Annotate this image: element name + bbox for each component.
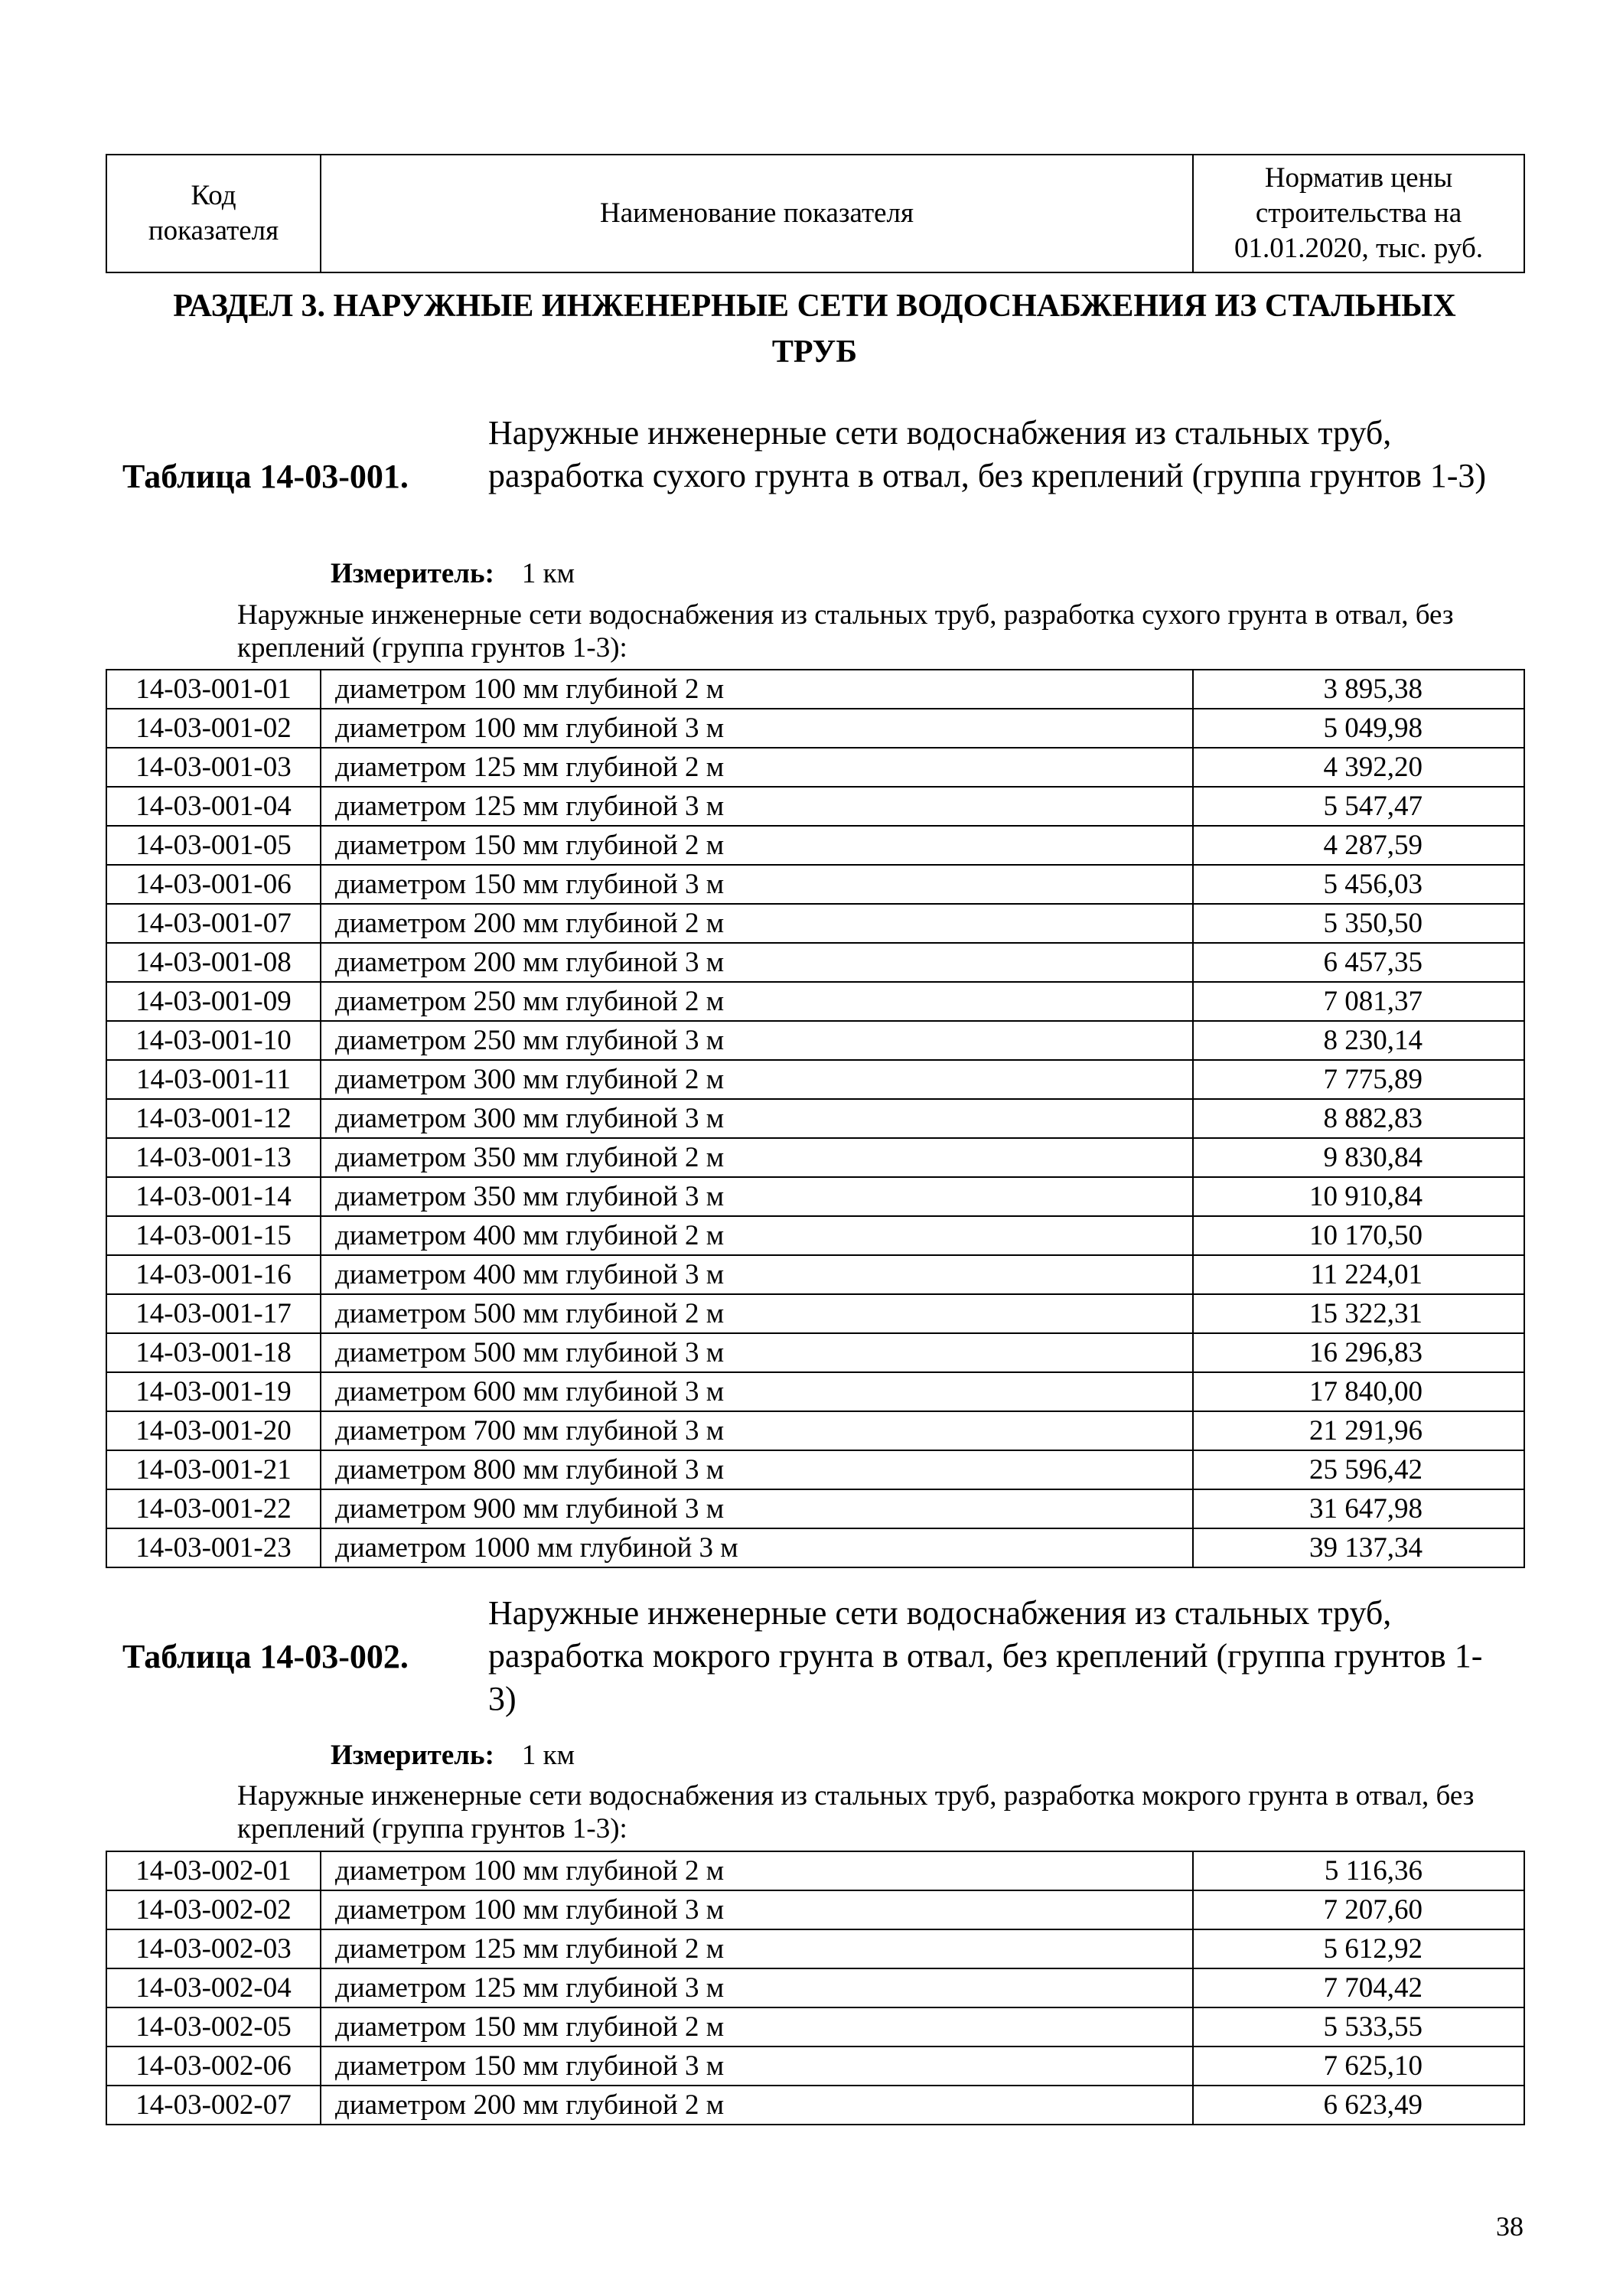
table-row <box>106 2007 1524 2047</box>
code-cell: 14-03-001-19 <box>106 1372 321 1411</box>
table-2-description: Наружные инженерные сети водоснабжения из стальных труб, разработка мокрого грунта в отвал, без креплений (группа грунтов 1-3) <box>488 1594 1483 1717</box>
code-cell: 14-03-002-06 <box>106 2047 321 2086</box>
name-cell: диаметром 200 мм глубиной 2 м <box>321 904 1193 943</box>
name-cell: диаметром 100 мм глубиной 3 м <box>321 709 1193 748</box>
table-row <box>106 1489 1524 1528</box>
code-cell: 14-03-001-10 <box>106 1021 321 1060</box>
section-title: РАЗДЕЛ 3. НАРУЖНЫЕ ИНЖЕНЕРНЫЕ СЕТИ ВОДОСНАБЖЕНИЯ ИЗ СТАЛЬНЫХ ТРУБ <box>173 289 1456 370</box>
table-row <box>106 1138 1524 1177</box>
measure-label: Измеритель: <box>331 558 494 589</box>
page-number: 38 <box>1496 2211 1524 2242</box>
name-cell: диаметром 150 мм глубиной 3 м <box>321 2047 1193 2086</box>
code-cell: 14-03-002-07 <box>106 2086 321 2125</box>
table-row <box>106 2086 1524 2125</box>
table-row <box>106 2047 1524 2086</box>
name-cell: диаметром 200 мм глубиной 2 м <box>321 2086 1193 2125</box>
table-row <box>106 1060 1524 1099</box>
table-row <box>106 709 1524 748</box>
code-cell: 14-03-001-16 <box>106 1255 321 1294</box>
price-cell: 8 230,14 <box>1193 1021 1524 1060</box>
code-cell: 14-03-001-18 <box>106 1333 321 1372</box>
price-cell: 16 296,83 <box>1193 1333 1524 1372</box>
price-cell: 9 830,84 <box>1193 1138 1524 1177</box>
code-cell: 14-03-001-08 <box>106 943 321 982</box>
name-cell: диаметром 125 мм глубиной 2 м <box>321 1929 1193 1968</box>
table-1-measure <box>331 557 575 591</box>
name-cell: диаметром 500 мм глубиной 3 м <box>321 1333 1193 1372</box>
table-row <box>106 1411 1524 1450</box>
table-row <box>106 787 1524 826</box>
price-cell: 17 840,00 <box>1193 1372 1524 1411</box>
price-cell: 6 457,35 <box>1193 943 1524 982</box>
table-2-label: Таблица 14-03-002. <box>122 1638 409 1675</box>
name-cell: диаметром 300 мм глубиной 3 м <box>321 1099 1193 1138</box>
price-cell: 5 049,98 <box>1193 709 1524 748</box>
code-cell: 14-03-001-02 <box>106 709 321 748</box>
table-row <box>106 1851 1524 1890</box>
name-cell: диаметром 250 мм глубиной 2 м <box>321 982 1193 1021</box>
code-cell: 14-03-001-17 <box>106 1294 321 1333</box>
price-cell: 25 596,42 <box>1193 1450 1524 1489</box>
name-cell: диаметром 350 мм глубиной 3 м <box>321 1177 1193 1216</box>
code-cell: 14-03-001-11 <box>106 1060 321 1099</box>
price-cell: 21 291,96 <box>1193 1411 1524 1450</box>
code-cell: 14-03-001-15 <box>106 1216 321 1255</box>
code-cell: 14-03-002-03 <box>106 1929 321 1968</box>
name-cell: диаметром 1000 мм глубиной 3 м <box>321 1528 1193 1567</box>
header-code: Код показателя <box>106 155 321 272</box>
table-1 <box>106 669 1525 1568</box>
table-row <box>106 670 1524 709</box>
table-row <box>106 1528 1524 1567</box>
code-cell: 14-03-001-22 <box>106 1489 321 1528</box>
name-cell: диаметром 400 мм глубиной 3 м <box>321 1255 1193 1294</box>
price-cell: 39 137,34 <box>1193 1528 1524 1567</box>
name-cell: диаметром 150 мм глубиной 2 м <box>321 826 1193 865</box>
price-cell: 10 910,84 <box>1193 1177 1524 1216</box>
table-row <box>106 1294 1524 1333</box>
code-cell: 14-03-001-21 <box>106 1450 321 1489</box>
name-cell: диаметром 250 мм глубиной 3 м <box>321 1021 1193 1060</box>
price-cell: 5 116,36 <box>1193 1851 1524 1890</box>
price-cell: 5 350,50 <box>1193 904 1524 943</box>
table-row <box>106 1968 1524 2007</box>
price-cell: 10 170,50 <box>1193 1216 1524 1255</box>
price-cell: 7 207,60 <box>1193 1890 1524 1929</box>
table-1-description: Наружные инженерные сети водоснабжения из стальных труб, разработка сухого грунта в отвал, без креплений (группа грунтов 1-3) <box>488 414 1487 494</box>
header-row <box>106 155 1524 272</box>
code-cell: 14-03-001-13 <box>106 1138 321 1177</box>
table-2-measure <box>331 1739 575 1773</box>
price-cell: 7 775,89 <box>1193 1060 1524 1099</box>
code-cell: 14-03-002-01 <box>106 1851 321 1890</box>
measure-value: 1 км <box>521 558 575 589</box>
name-cell: диаметром 100 мм глубиной 2 м <box>321 670 1193 709</box>
name-cell: диаметром 100 мм глубиной 2 м <box>321 1851 1193 1890</box>
code-cell: 14-03-001-04 <box>106 787 321 826</box>
name-cell: диаметром 150 мм глубиной 2 м <box>321 2007 1193 2047</box>
price-cell: 8 882,83 <box>1193 1099 1524 1138</box>
table-row <box>106 826 1524 865</box>
table-row <box>106 943 1524 982</box>
name-cell: диаметром 150 мм глубиной 3 м <box>321 865 1193 904</box>
price-cell: 31 647,98 <box>1193 1489 1524 1528</box>
price-cell: 6 623,49 <box>1193 2086 1524 2125</box>
price-cell: 5 533,55 <box>1193 2007 1524 2047</box>
code-cell: 14-03-002-05 <box>106 2007 321 2047</box>
table-row <box>106 1255 1524 1294</box>
code-cell: 14-03-001-09 <box>106 982 321 1021</box>
price-cell: 7 625,10 <box>1193 2047 1524 2086</box>
price-cell: 5 456,03 <box>1193 865 1524 904</box>
code-cell: 14-03-001-05 <box>106 826 321 865</box>
price-cell: 3 895,38 <box>1193 670 1524 709</box>
code-cell: 14-03-001-06 <box>106 865 321 904</box>
name-cell: диаметром 300 мм глубиной 2 м <box>321 1060 1193 1099</box>
table-row <box>106 865 1524 904</box>
table-row <box>106 1929 1524 1968</box>
measure-label: Измеритель: <box>331 1740 494 1771</box>
table-2-caption: Наружные инженерные сети водоснабжения из стальных труб, разработка мокрого грунта в отвал, без креплений (группа грунтов 1-3): <box>237 1780 1475 1844</box>
price-cell: 11 224,01 <box>1193 1255 1524 1294</box>
code-cell: 14-03-002-04 <box>106 1968 321 2007</box>
table-row <box>106 1021 1524 1060</box>
code-cell: 14-03-001-20 <box>106 1411 321 1450</box>
name-cell: диаметром 500 мм глубиной 2 м <box>321 1294 1193 1333</box>
price-cell: 7 704,42 <box>1193 1968 1524 2007</box>
table-row <box>106 904 1524 943</box>
name-cell: диаметром 700 мм глубиной 3 м <box>321 1411 1193 1450</box>
name-cell: диаметром 100 мм глубиной 3 м <box>321 1890 1193 1929</box>
table-row <box>106 1099 1524 1138</box>
name-cell: диаметром 125 мм глубиной 3 м <box>321 787 1193 826</box>
price-cell: 5 612,92 <box>1193 1929 1524 1968</box>
name-cell: диаметром 200 мм глубиной 3 м <box>321 943 1193 982</box>
table-row <box>106 1890 1524 1929</box>
name-cell: диаметром 900 мм глубиной 3 м <box>321 1489 1193 1528</box>
name-cell: диаметром 350 мм глубиной 2 м <box>321 1138 1193 1177</box>
table-1-caption: Наружные инженерные сети водоснабжения из стальных труб, разработка сухого грунта в отвал, без креплений (группа грунтов 1-3): <box>237 599 1454 664</box>
price-cell: 15 322,31 <box>1193 1294 1524 1333</box>
name-cell: диаметром 400 мм глубиной 2 м <box>321 1216 1193 1255</box>
price-cell: 5 547,47 <box>1193 787 1524 826</box>
header-table <box>106 154 1525 273</box>
header-price: Норматив цены строительства на 01.01.2020, тыс. руб. <box>1193 155 1524 272</box>
measure-value: 1 км <box>521 1740 575 1771</box>
table-row <box>106 1450 1524 1489</box>
price-cell: 4 287,59 <box>1193 826 1524 865</box>
code-cell: 14-03-001-03 <box>106 748 321 787</box>
table-row <box>106 1177 1524 1216</box>
price-cell: 4 392,20 <box>1193 748 1524 787</box>
table-row <box>106 1216 1524 1255</box>
name-cell: диаметром 125 мм глубиной 2 м <box>321 748 1193 787</box>
code-cell: 14-03-002-02 <box>106 1890 321 1929</box>
name-cell: диаметром 125 мм глубиной 3 м <box>321 1968 1193 2007</box>
name-cell: диаметром 800 мм глубиной 3 м <box>321 1450 1193 1489</box>
table-2 <box>106 1851 1525 2125</box>
header-name: Наименование показателя <box>321 155 1193 272</box>
code-cell: 14-03-001-01 <box>106 670 321 709</box>
code-cell: 14-03-001-07 <box>106 904 321 943</box>
code-cell: 14-03-001-12 <box>106 1099 321 1138</box>
table-row <box>106 1372 1524 1411</box>
table-row <box>106 982 1524 1021</box>
table-1-label: Таблица 14-03-001. <box>122 458 409 495</box>
price-cell: 7 081,37 <box>1193 982 1524 1021</box>
code-cell: 14-03-001-14 <box>106 1177 321 1216</box>
name-cell: диаметром 600 мм глубиной 3 м <box>321 1372 1193 1411</box>
table-row <box>106 1333 1524 1372</box>
table-row <box>106 748 1524 787</box>
code-cell: 14-03-001-23 <box>106 1528 321 1567</box>
